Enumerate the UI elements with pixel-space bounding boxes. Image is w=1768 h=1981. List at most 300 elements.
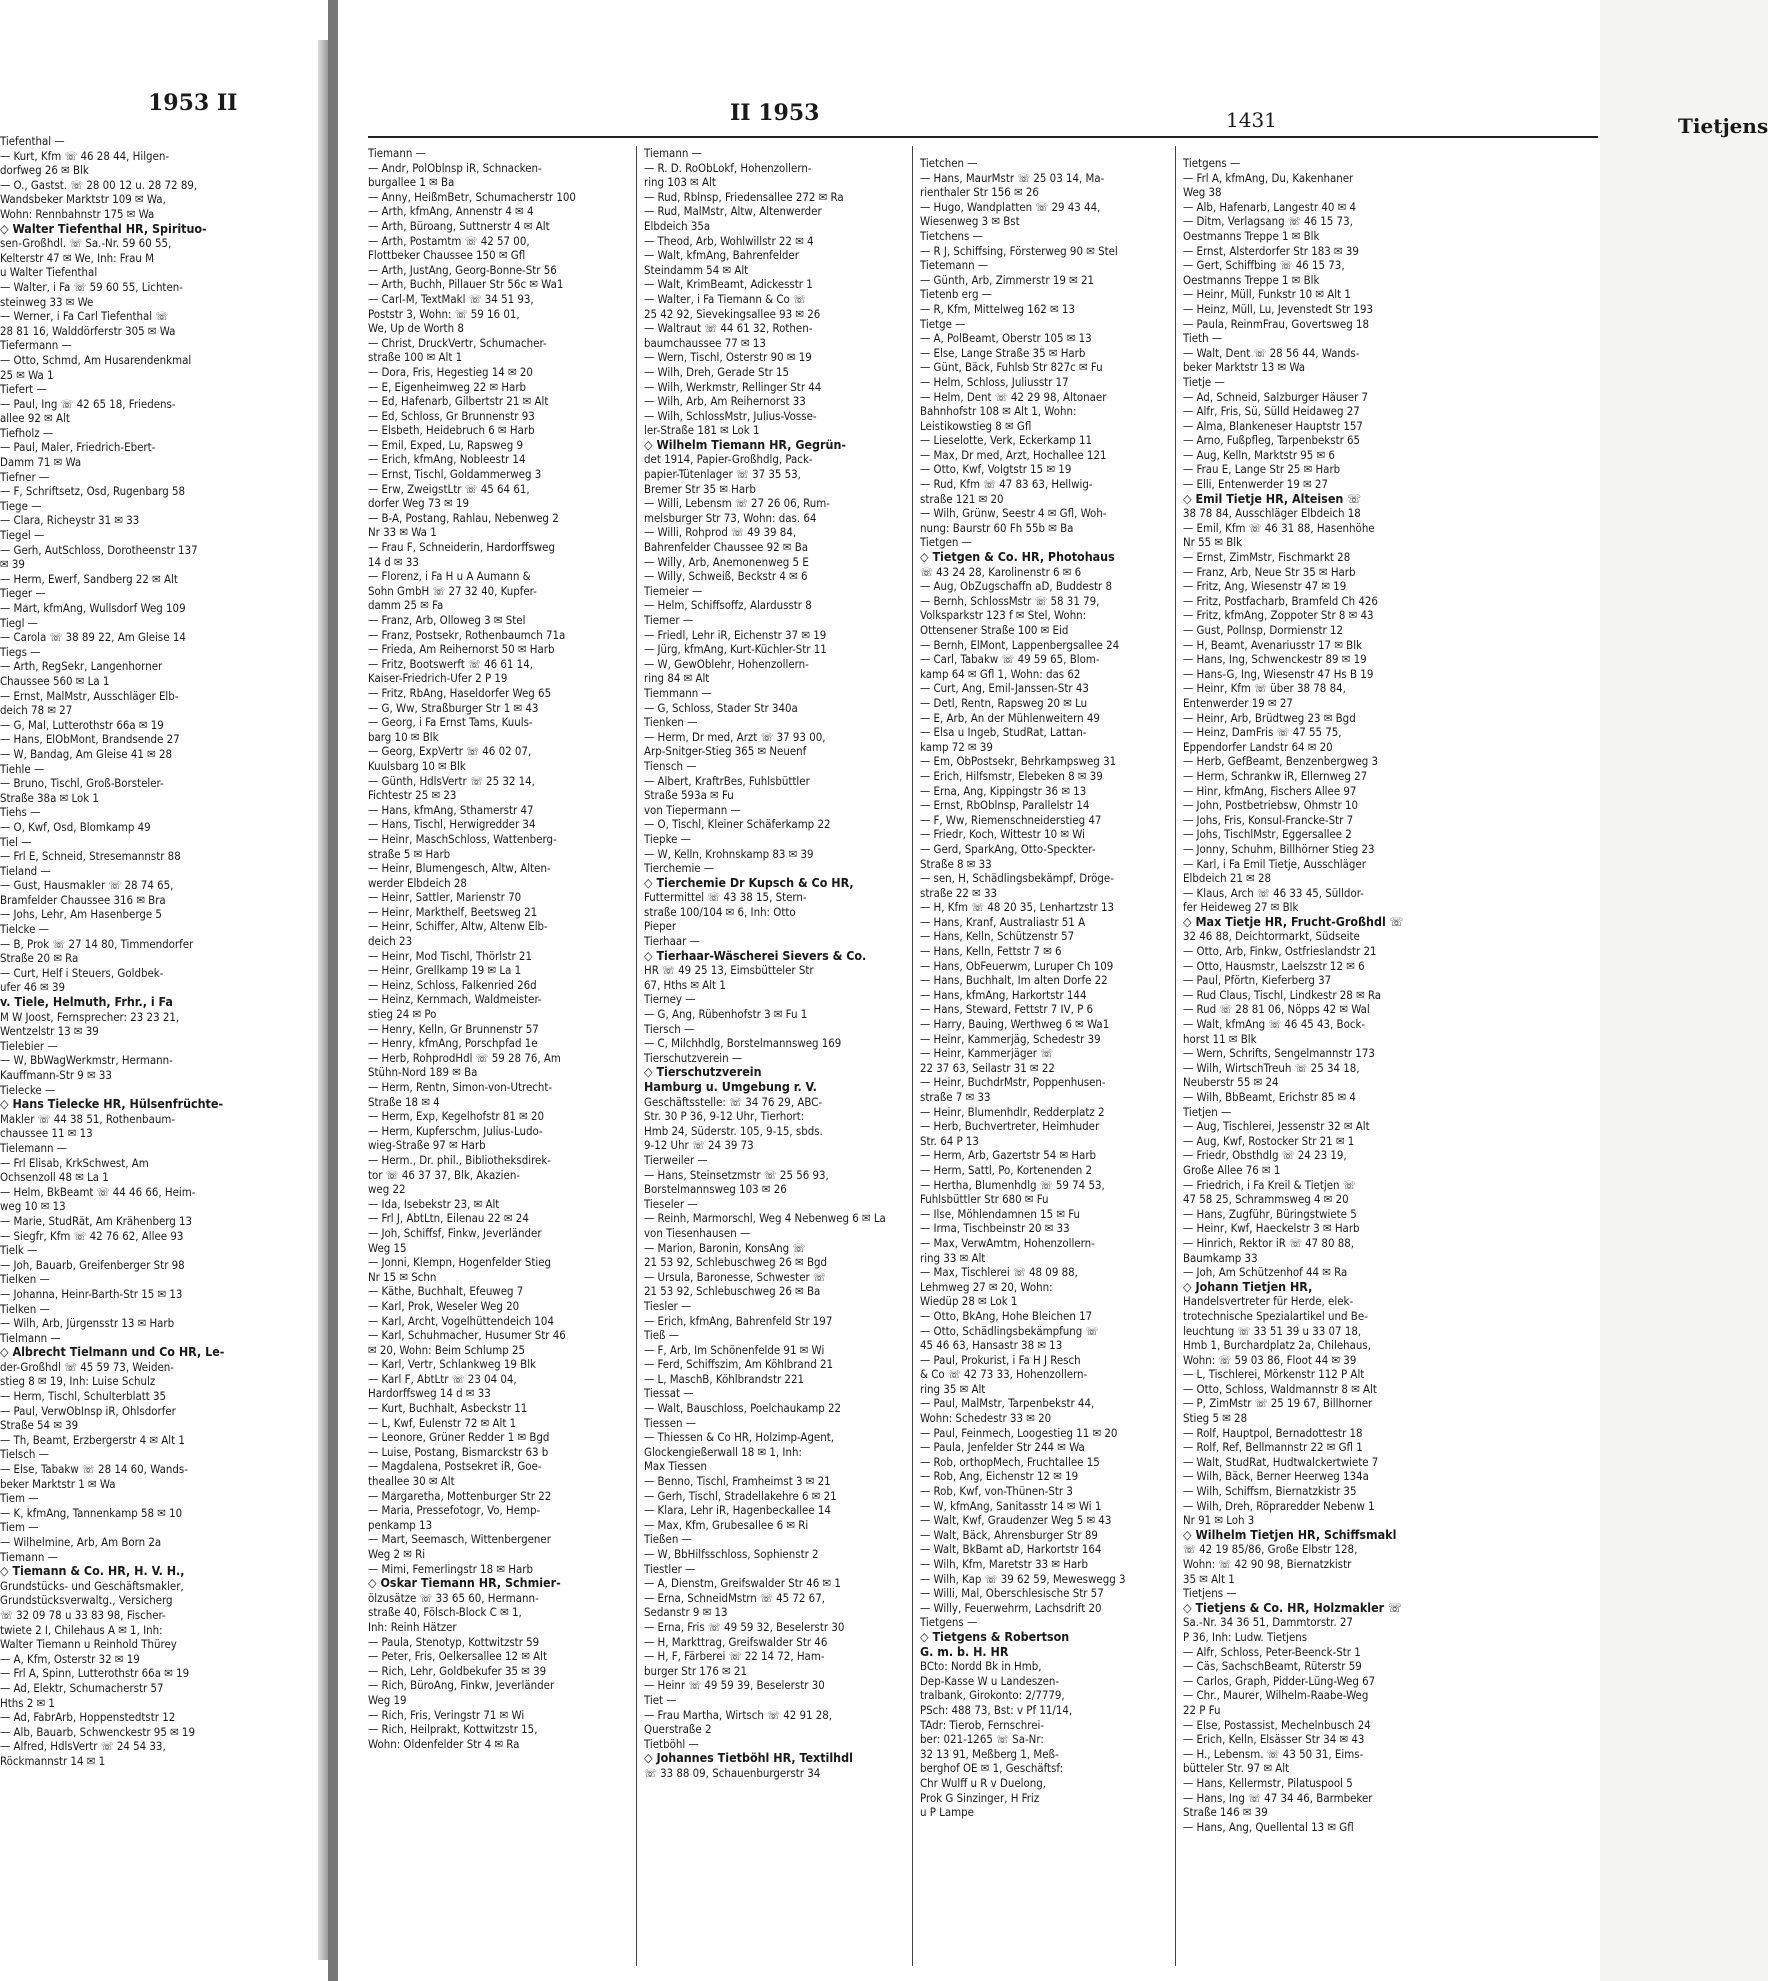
left-page-header: 1953 II — [148, 90, 238, 116]
directory-entry-line: fer Heideweg 27 ✉ Blk — [1183, 900, 1299, 915]
directory-entry-line: 47 58 25, Schrammsweg 4 ✉ 20 — [1183, 1192, 1349, 1207]
directory-entry-line: 25 ✉ Wa 1 — [0, 367, 54, 382]
directory-entry-line: 22 37 63, Seilastr 31 ✉ 22 — [920, 1060, 1055, 1075]
directory-entry-line: — Max, Tischlerei ☏ 48 09 88, — [920, 1265, 1078, 1280]
directory-entry-line: — F, Schriftsetz, Osd, Rugenbarg 58 — [0, 484, 185, 499]
directory-entry-line: — Mart, kfmAng, Wullsdorf Weg 109 — [0, 601, 186, 615]
directory-entry-line: — Gerh, Tischl, Stradellakehre 6 ✉ 21 — [644, 1488, 837, 1503]
directory-entry-line: — Curt, Helf i Steuers, Goldbek- — [0, 965, 164, 980]
directory-entry-line: 21 53 92, Schlebuschweg 26 ✉ Bgd — [644, 1255, 828, 1270]
directory-entry-line: — Friedr, Koch, Wittestr 10 ✉ Wi — [920, 827, 1085, 842]
directory-entry-line: — Alb, Hafenarb, Langestr 40 ✉ 4 — [1183, 199, 1357, 214]
directory-entry-line: 67, Hths ✉ Alt 1 — [644, 977, 726, 992]
directory-entry-line: 38 78 84, Ausschläger Elbdeich 18 — [1183, 506, 1361, 521]
directory-entry-line: — Ernst, MalMstr, Ausschläger Elb- — [0, 688, 179, 703]
directory-entry-line: Tietchens — — [920, 228, 983, 243]
directory-entry-line: — Reinh, Marmorschl, Weg 4 Nebenweg 6 ✉ La — [644, 1211, 886, 1226]
directory-entry-line: — Hans, Tischl, Herwigredder 34 — [368, 817, 536, 832]
directory-entry-line: Tiemmann — — [644, 685, 712, 700]
directory-entry-line: — Erich, kfmAng, Nobleestr 14 — [368, 452, 526, 467]
directory-entry-line: — Ida, Isebekstr 23, ✉ Alt — [368, 1196, 500, 1211]
directory-entry-line: Tiemann — — [644, 146, 702, 160]
directory-entry-line: — Arth, kfmAng, Annenstr 4 ✉ 4 — [368, 204, 534, 219]
directory-entry-line: weg 10 ✉ 13 — [0, 1199, 66, 1214]
directory-entry-line: Inh: Reinh Hätzer — [368, 1619, 457, 1634]
directory-entry-line: straße 121 ✉ 20 — [920, 491, 1004, 506]
directory-entry-line: — Frl A, kfmAng, Du, Kakenhaner — [1183, 170, 1354, 185]
directory-entry-line: det 1914, Papier-Großhdlg, Pack- — [644, 452, 813, 467]
directory-entry-line: Tietchen — — [920, 156, 978, 170]
directory-entry-line: Tiemeier — — [644, 583, 703, 598]
directory-entry-line: — Hans, Ing ☏ 47 34 46, Barmbeker — [1183, 1790, 1373, 1805]
directory-entry-line: Eppendorfer Landstr 64 ✉ 20 — [1183, 739, 1333, 754]
directory-entry-line: BCto: Nordd Bk in Hmb, — [920, 1659, 1042, 1674]
directory-entry-line: — F, Ww, Riemenschneiderstieg 47 — [920, 812, 1102, 827]
directory-entry-line: — Albert, KraftrBes, Fuhlsbüttler — [644, 773, 810, 788]
directory-entry-line: — Christ, DruckVertr, Schumacher- — [368, 335, 547, 350]
directory-entry-line: Hmb 1, Burchardplatz 2a, Chilehaus, — [1183, 1338, 1372, 1353]
directory-entry-line: — Frau F, Schneiderin, Hardorffsweg — [368, 540, 555, 555]
directory-entry-line: rienthaler Str 156 ✉ 26 — [920, 185, 1039, 200]
directory-entry-line: — Fritz, RbAng, Haseldorfer Weg 65 — [368, 685, 552, 700]
directory-entry-line: — Wilh, Werkmstr, Rellinger Str 44 — [644, 379, 822, 394]
directory-entry-line: — Gust, Hausmakler ☏ 28 74 65, — [0, 878, 174, 893]
directory-entry-line: Nr 91 ✉ Loh 3 — [1183, 1513, 1255, 1528]
directory-entry-line: ring 103 ✉ Alt — [644, 175, 716, 190]
directory-entry-line: Bramfelder Chaussee 316 ✉ Bra — [0, 892, 166, 907]
directory-entry-line: Tierchemie — — [644, 861, 715, 876]
directory-entry-line: — Fritz, kfmAng, Zoppoter Str 8 ✉ 43 — [1183, 608, 1374, 623]
running-head-name: Tietjens — [1678, 114, 1768, 138]
directory-entry-line: ☏ 43 24 28, Karolinenstr 6 ✉ 6 — [920, 564, 1082, 579]
directory-entry-line: Kuulsbarg 10 ✉ Blk — [368, 758, 466, 773]
directory-entry-line: — Jonni, Klempn, Hogenfelder Stieg — [368, 1255, 552, 1270]
directory-entry-line: Straße 38a ✉ Lok 1 — [0, 790, 99, 805]
directory-entry-line: Tiehle — — [0, 761, 45, 776]
directory-entry-line: von Tiesenhausen — — [644, 1225, 751, 1240]
directory-entry-line: Fuhlsbüttler Str 680 ✉ Fu — [920, 1192, 1049, 1207]
directory-entry-line: Wohn: ☏ 59 03 86, Floot 44 ✉ 39 — [1183, 1352, 1357, 1367]
directory-entry-line: weg 22 — [368, 1182, 406, 1197]
directory-entry-line: Tiessen — — [644, 1415, 697, 1430]
directory-entry-line: Tiemann — — [0, 1549, 58, 1564]
directory-entry-line: — Paul, VerwObInsp iR, Ohlsdorfer — [0, 1403, 176, 1418]
directory-entry-line: — Henry, Kelln, Gr Brunnenstr 57 — [368, 1021, 539, 1036]
directory-entry-line: — Herm., Dr. phil., Bibliotheksdirek- — [368, 1152, 551, 1167]
directory-entry-line: — Otto, Schloss, Waldmannstr 8 ✉ Alt — [1183, 1381, 1377, 1396]
directory-entry-line: — Aug, ObZugschaffn aD, Buddestr 8 — [920, 579, 1113, 594]
directory-entry-line: — Franz, Arb, Olloweg 3 ✉ Stel — [368, 613, 526, 627]
directory-entry-line: — Rich, BüroAng, Finkw, Jeverländer — [368, 1678, 555, 1693]
directory-entry-line: — Hans, Ing, Schwenckestr 89 ✉ 19 — [1183, 652, 1367, 667]
directory-entry-line: Kaiser-Friedrich-Ufer 2 P 19 — [368, 671, 508, 686]
directory-entry-line: ◇ Walter Tiefenthal HR, Spirituo- — [0, 220, 207, 236]
directory-entry-line: Straße 593a ✉ Fu — [644, 788, 734, 803]
directory-entry-line: horst 11 ✉ Blk — [1183, 1031, 1257, 1046]
left-page-column — [0, 134, 316, 1769]
directory-entry-line: — A, Kfm, Osterstr 32 ✉ 19 — [0, 1651, 140, 1666]
directory-entry-line: — Rud, MalMstr, Altw, Altenwerder — [644, 204, 822, 219]
directory-entry-line: — Waltraut ☏ 44 61 32, Rothen- — [644, 321, 813, 336]
directory-entry-line: — sen, H, Schädlingsbekämpf, Dröge- — [920, 871, 1114, 886]
directory-entry-line: u P Lampe — [920, 1805, 974, 1820]
directory-entry-line: — Hans, Kellermstr, Pilatuspool 5 — [1183, 1775, 1353, 1790]
directory-entry-line: — Frl Elisab, KrkSchwest, Am — [0, 1155, 149, 1170]
directory-entry-line: straße 40, Fölsch-Block C ✉ 1, — [368, 1605, 522, 1620]
directory-entry-line: HR ☏ 49 25 13, Eimsbütteler Str — [644, 963, 814, 978]
directory-entry-line: 35 ✉ Alt 1 — [1183, 1571, 1235, 1586]
directory-entry-line: — Willy, Schweiß, Beckstr 4 ✉ 6 — [644, 569, 808, 584]
directory-entry-line: — Heinr, Kammerjäger ☏ — [920, 1046, 1054, 1061]
directory-entry-line: — Erich, Kelln, Elsässer Str 34 ✉ 43 — [1183, 1732, 1365, 1747]
directory-entry-line: Oestmanns Treppe 1 ✉ Blk — [1183, 228, 1320, 243]
directory-entry-line: Tienken — — [644, 715, 698, 730]
directory-entry-line: Tielsch — — [0, 1447, 49, 1462]
directory-entry-line: — Karl, Vertr, Schlankweg 19 Blk — [368, 1357, 536, 1372]
directory-entry-line: — Ed, Schloss, Gr Brunnenstr 93 — [368, 408, 535, 423]
directory-entry-line: penkamp 13 — [368, 1517, 433, 1532]
directory-entry-line: kamp 64 ✉ Gfl 1, Wohn: das 62 — [920, 666, 1081, 681]
directory-entry-line: Tiefner — — [0, 469, 50, 484]
directory-entry-line: Tietjens — — [1183, 1586, 1237, 1601]
directory-entry-line: — H, F, Färberei ☏ 22 14 72, Ham- — [644, 1649, 825, 1664]
directory-entry-line: 22 P Fu — [1183, 1702, 1221, 1717]
directory-entry-line: ◇ Tiemann & Co. HR, H. V. H., — [0, 1563, 185, 1579]
directory-entry-line: 14 d ✉ 33 — [368, 554, 419, 569]
directory-entry-line: — Em, ObPostsekr, Behrkampsweg 31 — [920, 754, 1117, 769]
directory-entry-line: ◇ Tietgens & Robertson — [920, 1628, 1070, 1644]
directory-entry-line: — Fritz, Postfacharb, Bramfeld Ch 426 — [1183, 593, 1378, 608]
directory-entry-line: — Herm, Dr med, Arzt ☏ 37 93 00, — [644, 729, 826, 744]
directory-entry-line: — Ilse, Möhlendamnen 15 ✉ Fu — [920, 1206, 1081, 1221]
directory-entry-line: — Friedr, Obsthdlg ☏ 24 23 19, — [1183, 1148, 1347, 1163]
directory-entry-line: deich 23 — [368, 934, 413, 949]
directory-entry-line: — Karl F, AbtLtr ☏ 23 04 04, — [368, 1371, 517, 1386]
directory-entry-line: — Th, Beamt, Erzbergerstr 4 ✉ Alt 1 — [0, 1432, 185, 1447]
directory-entry-line: — Wilh, Bäck, Berner Heerweg 134a — [1183, 1469, 1369, 1484]
directory-entry-line: ✉ 39 — [0, 557, 25, 572]
directory-entry-line: — Herb, RohprodHdl ☏ 59 28 76, Am — [368, 1050, 561, 1065]
directory-entry-line: Straße 18 ✉ 4 — [368, 1094, 440, 1109]
directory-entry-line: Tielecke — — [0, 1082, 56, 1097]
directory-entry-line: — Cäs, SachschBeamt, Rüterstr 59 — [1183, 1659, 1362, 1674]
directory-entry-line: Tiessat — — [644, 1386, 694, 1401]
directory-entry-line: Querstraße 2 — [644, 1722, 712, 1737]
directory-entry-line: ◇ Tierhaar-Wäscherei Sievers & Co. — [644, 947, 867, 963]
directory-entry-line: — Heinr, Blumenhdlr, Redderplatz 2 — [920, 1104, 1105, 1119]
directory-entry-line: Wohn: ☏ 42 90 98, Biernatzkistr — [1183, 1557, 1352, 1571]
directory-entry-line: Tieseler — — [644, 1196, 698, 1211]
directory-entry-line: Röckmannstr 14 ✉ 1 — [0, 1753, 106, 1768]
directory-entry-line: sen-Großhdl. ☏ Sa.-Nr. 59 60 55, — [0, 236, 172, 251]
directory-entry-line: — Ursula, Baronesse, Schwester ☏ — [644, 1269, 826, 1284]
directory-entry-line: — Detl, Rentn, Rapsweg 20 ✉ Lu — [920, 695, 1088, 710]
directory-entry-line: — Ernst, RbOblnsp, Parallelstr 14 — [920, 798, 1090, 813]
directory-entry-line: — Max, Dr med, Arzt, Hochallee 121 — [920, 447, 1107, 462]
directory-entry-line: — Franz, Postsekr, Rothenbaumch 71a — [368, 627, 566, 642]
directory-entry-line: — Rolf, Hauptpol, Bernadottestr 18 — [1183, 1425, 1363, 1440]
directory-entry-line: — Heinr, Schiffer, Altw, Altenw Elb- — [368, 919, 548, 934]
directory-entry-line: Geschäftsstelle: ☏ 34 76 29, ABC- — [644, 1094, 823, 1109]
directory-entry-line: — Klaus, Arch ☏ 46 33 45, Sülldor- — [1183, 885, 1364, 900]
directory-entry-line: Tiersch — — [644, 1021, 695, 1036]
directory-entry-line: 25 42 92, Sievekingsallee 93 ✉ 26 — [644, 306, 821, 321]
directory-entry-line: — Heinz, DamFris ☏ 47 55 75, — [1183, 725, 1342, 740]
directory-entry-line: — Erna, Ang, Kippingstr 36 ✉ 13 — [920, 783, 1087, 798]
directory-entry-line: — Otto, Hausmstr, Laelszstr 12 ✉ 6 — [1183, 958, 1365, 973]
directory-entry-line: stieg 24 ✉ Po — [368, 1007, 437, 1022]
directory-entry-line: Futtermittel ☏ 43 38 15, Stern- — [644, 890, 807, 905]
directory-entry-line: — Walt, kfmAng ☏ 46 45 43, Bock- — [1183, 1017, 1366, 1032]
directory-entry-line: — Heinr, Müll, Funkstr 10 ✉ Alt 1 — [1183, 287, 1351, 302]
directory-entry-line: — Wilh, WirtschTreuh ☏ 25 34 18, — [1183, 1060, 1360, 1075]
directory-entry-line: v. Tiele, Helmuth, Frhr., i Fa — [0, 994, 173, 1010]
directory-entry-line: — W, Bandag, Am Gleise 41 ✉ 28 — [0, 746, 173, 761]
directory-entry-line: — G, Ww, Straßburger Str 1 ✉ 43 — [368, 700, 539, 715]
directory-entry-line: — Heinr, Blumengesch, Altw, Alten- — [368, 861, 551, 876]
directory-entry-line: Tiestler — — [644, 1561, 696, 1576]
directory-entry-line: — Willi, Lebensm ☏ 27 26 06, Rum- — [644, 496, 830, 511]
directory-entry-line: Tieß — — [644, 1328, 680, 1343]
directory-entry-line: Tierschutzverein — — [644, 1050, 743, 1065]
right-page — [338, 0, 1768, 1981]
directory-entry-line: Bahrenfelder Chaussee 92 ✉ Ba — [644, 540, 809, 555]
directory-entry-line: Wohn: Rennbahnstr 175 ✉ Wa — [0, 206, 155, 221]
directory-entry-line: — Johs, Fris, Konsul-Francke-Str 7 — [1183, 812, 1354, 827]
directory-entry-line: — Otto, Kwf, Volgtstr 15 ✉ 19 — [920, 462, 1072, 477]
directory-entry-line: — Paul, Maler, Friedrich-Ebert- — [0, 440, 156, 455]
directory-entry-line: — Wilh, Arb, Am Reihernorst 33 — [644, 394, 806, 409]
directory-entry-line: Grundstücks- und Geschäftsmakler, — [0, 1578, 184, 1593]
directory-entry-line: — Walt, Kwf, Graudenzer Weg 5 ✉ 43 — [920, 1513, 1112, 1528]
directory-entry-line: bütteler Str. 97 ✉ Alt — [1183, 1761, 1290, 1776]
directory-entry-line: straße 7 ✉ 33 — [920, 1090, 991, 1104]
directory-entry-line: — Rich, Fris, Veringstr 71 ✉ Wi — [368, 1707, 525, 1722]
directory-entry-line: Tietge — — [920, 316, 966, 331]
directory-entry-line: — Leonore, Grüner Redder 1 ✉ Bgd — [368, 1430, 550, 1445]
directory-entry-line: Tietemann — — [920, 258, 989, 273]
directory-entry-line: — C, Milchhdlg, Borstelmannsweg 169 — [644, 1036, 842, 1051]
column-divider-2 — [912, 146, 913, 1966]
directory-entry-line: — Heinr, Kammerjäg, Schedestr 39 — [920, 1031, 1101, 1046]
directory-entry-line: 9-12 Uhr ☏ 24 39 73 — [644, 1138, 754, 1153]
directory-entry-line: — Frl A, Spinn, Lutterothstr 66a ✉ 19 — [0, 1666, 190, 1681]
directory-entry-line: — Aug, Kwf, Rostocker Str 21 ✉ 1 — [1183, 1133, 1355, 1148]
directory-entry-line: — Ad, Elektr, Schumacherstr 57 — [0, 1680, 164, 1695]
directory-entry-line: — Johs, TischlMstr, Eggersallee 2 — [1183, 827, 1352, 842]
directory-entry-line: — Gust, Pollnsp, Dormienstr 12 — [1183, 623, 1344, 637]
directory-entry-line: ◇ Oskar Tiemann HR, Schmier- — [368, 1575, 561, 1591]
directory-entry-line: Prok G Sinzinger, H Friz — [920, 1790, 1040, 1805]
directory-entry-line: ler-Straße 181 ✉ Lok 1 — [644, 423, 760, 438]
directory-entry-line: Tießen — — [644, 1532, 692, 1547]
directory-entry-line: Chaussee 560 ✉ La 1 — [0, 673, 110, 688]
directory-entry-line: — Jonny, Schuhm, Billhörner Stieg 23 — [1183, 841, 1375, 856]
directory-entry-line: — Otto, Arb, Finkw, Ostfrieslandstr 21 — [1183, 944, 1377, 959]
directory-entry-line: baumchaussee 77 ✉ 13 — [644, 335, 766, 350]
directory-entry-line: Stühn-Nord 189 ✉ Ba — [368, 1065, 478, 1080]
directory-entry-line: dorfweg 26 ✉ Blk — [0, 163, 89, 178]
directory-entry-line: ◇ Wilhelm Tiemann HR, Gegrün- — [644, 436, 847, 452]
directory-entry-line: Tiefenthal — — [0, 134, 65, 148]
directory-entry-line: — Friedrich, i Fa Kreil & Tietjen ☏ — [1183, 1177, 1356, 1192]
directory-entry-line: — L, MaschB, Köhlbrandstr 221 — [644, 1371, 804, 1386]
directory-entry-line: — Carola ☏ 38 89 22, Am Gleise 14 — [0, 630, 186, 645]
directory-entry-line: Chr Wulff u R v Duelong, — [920, 1775, 1047, 1790]
directory-entry-line: — Gert, Schiffbing ☏ 46 15 73, — [1183, 258, 1345, 273]
directory-entry-line: Weg 38 — [1183, 185, 1222, 200]
directory-entry-line: — Joh, Bauarb, Greifenberger Str 98 — [0, 1257, 185, 1272]
directory-entry-line: — Herm, Arb, Gazertstr 54 ✉ Harb — [920, 1148, 1097, 1163]
directory-entry-line: stieg 8 ✉ 19, Inh: Luise Schulz — [0, 1374, 156, 1389]
page-volume-header: II 1953 — [730, 100, 820, 126]
directory-entry-line: P 36, Inh: Ludw. Tietjens — [1183, 1629, 1308, 1644]
directory-entry-line: Tielcke — — [0, 922, 49, 937]
directory-entry-line: — Hinrich, Rektor iR ☏ 47 80 88, — [1183, 1235, 1355, 1250]
directory-entry-line: Hardorffsweg 14 d ✉ 33 — [368, 1386, 491, 1401]
directory-entry-line: Volksparkstr 123 f ✉ Stel, Wohn: — [920, 608, 1087, 623]
directory-entry-line: — Lieselotte, Verk, Eckerkamp 11 — [920, 433, 1093, 448]
directory-entry-line: Straße 146 ✉ 39 — [1183, 1805, 1268, 1820]
directory-entry-line: — Rud ☏ 28 81 06, Nöpps 42 ✉ Wal — [1183, 1002, 1370, 1017]
directory-entry-line: — Bernh, ElMont, Lappenbergsallee 24 — [920, 637, 1120, 652]
directory-entry-line: Sedanstr 9 ✉ 13 — [644, 1605, 728, 1620]
directory-entry-line: — Rob, Ang, Eichenstr 12 ✉ 19 — [920, 1469, 1079, 1484]
directory-entry-line: ◇ Emil Tietje HR, Alteisen ☏ — [1183, 490, 1362, 506]
directory-entry-line: — O, Tischl, Kleiner Schäferkamp 22 — [644, 817, 831, 832]
directory-entry-line: — Wilh, SchlossMstr, Julius-Vosse- — [644, 408, 817, 423]
directory-entry-line: — Frl E, Schneid, Stresemannstr 88 — [0, 849, 181, 864]
directory-entry-line: — Paul, Feinmech, Loogestieg 11 ✉ 20 — [920, 1425, 1118, 1440]
directory-entry-line: — Elli, Entenwerder 19 ✉ 27 — [1183, 477, 1328, 492]
directory-entry-line: berghof OE ✉ 1, Geschäftsf: — [920, 1761, 1064, 1776]
directory-entry-line: — Wilh, BbBeamt, Erichstr 85 ✉ 4 — [1183, 1090, 1356, 1104]
directory-entry-line: — Paula, Stenotyp, Kottwitzstr 59 — [368, 1634, 540, 1649]
directory-entry-line: — Gerd, SparkAng, Otto-Speckter- — [920, 841, 1096, 856]
directory-entry-line: — Herb, Buchvertreter, Heimhuder — [920, 1119, 1100, 1134]
directory-entry-line: — Hans-G, Ing, Wiesenstr 47 Hs B 19 — [1183, 666, 1374, 681]
directory-entry-line: dorfer Weg 73 ✉ 19 — [368, 496, 470, 511]
directory-entry-line: — Paul, Pförtn, Kieferberg 37 — [1183, 973, 1332, 988]
directory-entry-line: Tielk — — [0, 1243, 38, 1258]
directory-entry-line: — Hans, MaurMstr ☏ 25 03 14, Ma- — [920, 170, 1105, 185]
directory-entry-line: — H, Kfm ☏ 48 20 35, Lenhartzstr 13 — [920, 900, 1115, 915]
directory-entry-line: — Paula, Jenfelder Str 244 ✉ Wa — [920, 1440, 1085, 1455]
directory-entry-line: — Franz, Arb, Neue Str 35 ✉ Harb — [1183, 564, 1356, 579]
directory-entry-line: — Siegfr, Kfm ☏ 42 76 62, Allee 93 — [0, 1228, 184, 1243]
directory-entry-line: — Johs, Lehr, Am Hasenberge 5 — [0, 907, 162, 922]
directory-entry-line: ◇ Max Tietje HR, Frucht-Großhdl ☏ — [1183, 913, 1404, 929]
directory-entry-line: Straße 54 ✉ 39 — [0, 1418, 79, 1433]
directory-entry-line: — Herm, Kupferschm, Julius-Ludo- — [368, 1123, 543, 1138]
directory-entry-line: — Paula, ReinmFrau, Govertsweg 18 — [1183, 316, 1370, 331]
directory-entry-line: — B, Prok ☏ 27 14 80, Timmendorfer — [0, 936, 194, 951]
directory-entry-line: — Ditm, Verlagsang ☏ 46 15 73, — [1183, 214, 1353, 229]
directory-entry-line: Tiefholz — — [0, 425, 54, 440]
directory-entry-line: ◇ Hans Tielecke HR, Hülsenfrüchte- — [0, 1096, 224, 1112]
directory-entry-line: Tiemer — — [644, 613, 694, 627]
directory-entry-line: Max Tiessen — [644, 1459, 707, 1474]
directory-entry-line: Tiet — — [644, 1692, 677, 1707]
directory-entry-line: — Walt, StudRat, Hudtwalckertwiete 7 — [1183, 1454, 1379, 1469]
directory-entry-line: — Heinr, MaschSchloss, Wattenberg- — [368, 831, 557, 846]
directory-entry-line: — Marion, Baronin, KonsAng ☏ — [644, 1240, 806, 1255]
directory-entry-line: — Hans, Steward, Fettstr 7 IV, P 6 — [920, 1002, 1094, 1017]
directory-entry-line: Tiefermann — — [0, 338, 72, 353]
directory-entry-line: — Arth, JustAng, Georg-Bonne-Str 56 — [368, 262, 557, 277]
directory-entry-line: ☏ 33 88 09, Schauenburgerstr 34 — [644, 1765, 821, 1780]
directory-entry-line: — H, Markttrag, Greifswalder Str 46 — [644, 1634, 828, 1649]
directory-entry-line: burger Str 176 ✉ 21 — [644, 1663, 747, 1678]
directory-entry-line: — Ferd, Schiffszim, Am Köhlbrand 21 — [644, 1357, 834, 1372]
directory-entry-line: — Arth, Büroang, Suttnerstr 4 ✉ Alt — [368, 218, 550, 233]
directory-entry-line: ◇ Tierchemie Dr Kupsch & Co HR, — [644, 874, 854, 890]
directory-entry-line: leuchtung ☏ 33 51 39 u 33 07 18, — [1183, 1323, 1362, 1338]
directory-entry-line: Tiel — — [0, 834, 32, 849]
directory-entry-line: burgallee 1 ✉ Ba — [368, 175, 455, 190]
directory-entry-line: Str. 30 P 36, 9-12 Uhr, Tierhort: — [644, 1109, 805, 1124]
directory-entry-line: ölzusätze ☏ 33 65 60, Hermann- — [368, 1590, 539, 1605]
directory-entry-line: allee 92 ✉ Alt — [0, 411, 70, 426]
directory-entry-line: — Hans, Kranf, Australiastr 51 A — [920, 914, 1086, 929]
directory-entry-line: — Ad, Schneid, Salzburger Häuser 7 — [1183, 389, 1369, 404]
directory-entry-line: — Paul, Prokurist, i Fa H J Resch — [920, 1352, 1081, 1367]
directory-entry-line: nung: Baurstr 60 Fh 55b ✉ Ba — [920, 520, 1074, 535]
directory-entry-line: Tiem — — [0, 1491, 39, 1506]
directory-entry-line: — Otto, Schädlingsbekämpfung ☏ — [920, 1323, 1099, 1338]
directory-entry-line: — Wern, Schrifts, Sengelmannstr 173 — [1183, 1046, 1375, 1061]
directory-entry-line: — John, Postbetriebsw, Ohmstr 10 — [1183, 798, 1359, 813]
directory-entry-line: — Fritz, Bootswerft ☏ 46 61 14, — [368, 656, 533, 671]
directory-entry-line: Tieland — — [0, 863, 51, 878]
directory-entry-line: — Emil, Kfm ☏ 46 31 88, Hasenhöhe — [1183, 520, 1375, 535]
directory-entry-line: Tietjen — — [1183, 1104, 1232, 1119]
directory-entry-line: — Georg, ExpVertr ☏ 46 02 07, — [368, 744, 532, 759]
directory-entry-line: — Joh, Schiffsf, Finkw, Jeverländer — [368, 1225, 542, 1240]
directory-entry-line: Tiensch — — [644, 758, 697, 773]
directory-entry-line: Straße 20 ✉ Ra — [0, 951, 79, 966]
directory-entry-line: Wiedüp 28 ✉ Lok 1 — [920, 1294, 1018, 1309]
directory-column-3 — [920, 156, 1173, 1820]
directory-entry-line: Neuberstr 55 ✉ 24 — [1183, 1075, 1279, 1090]
directory-entry-line: — Karl, Archt, Vogelhüttendeich 104 — [368, 1313, 554, 1328]
directory-entry-line: — Benno, Tischl, Framheimst 3 ✉ 21 — [644, 1474, 831, 1489]
directory-entry-line: — Herm, Sattl, Po, Kortenenden 2 — [920, 1162, 1093, 1177]
directory-entry-line: — L, Kwf, Eulenstr 72 ✉ Alt 1 — [368, 1415, 517, 1430]
directory-entry-line: — R, Kfm, Mittelweg 162 ✉ 13 — [920, 301, 1075, 316]
directory-entry-line: Sa.-Nr. 34 36 51, Dammtorstr. 27 — [1183, 1615, 1353, 1630]
directory-entry-line: ring 33 ✉ Alt — [920, 1250, 986, 1265]
directory-entry-line: ring 84 ✉ Alt — [644, 671, 710, 686]
directory-entry-line: 28 81 16, Walddörferstr 305 ✉ Wa — [0, 323, 176, 338]
directory-entry-line: — Willi, Mal, Oberschlesische Str 57 — [920, 1586, 1104, 1601]
directory-entry-line: Tiege — — [0, 498, 42, 513]
directory-entry-line: — Wilh, Kap ☏ 39 62 59, Meweswegg 3 — [920, 1571, 1126, 1586]
directory-entry-line: — Friedl, Lehr iR, Eichenstr 37 ✉ 19 — [644, 627, 827, 642]
directory-entry-line: Tiegs — — [0, 644, 41, 659]
directory-entry-line: — Gerh, AutSchloss, Dorotheenstr 137 — [0, 542, 198, 557]
directory-entry-line: — Walt, KrimBeamt, Adickesstr 1 — [644, 277, 813, 292]
directory-entry-line: — Rud, Rblnsp, Friedensallee 272 ✉ Ra — [644, 189, 844, 204]
directory-entry-line: — Bernh, SchlossMstr ☏ 58 31 79, — [920, 593, 1100, 608]
directory-entry-line: Tielmann — — [0, 1330, 61, 1345]
directory-entry-line: Steindamm 54 ✉ Alt — [644, 262, 749, 277]
directory-entry-line: barg 10 ✉ Blk — [368, 729, 439, 744]
directory-entry-line: — Frau Martha, Wirtsch ☏ 42 91 28, — [644, 1707, 833, 1722]
directory-entry-line: — Thiessen & Co HR, Holzimp-Agent, — [644, 1430, 834, 1445]
directory-entry-line: Tietgen — — [920, 535, 972, 550]
directory-entry-line: Tierhaar — — [644, 934, 700, 949]
